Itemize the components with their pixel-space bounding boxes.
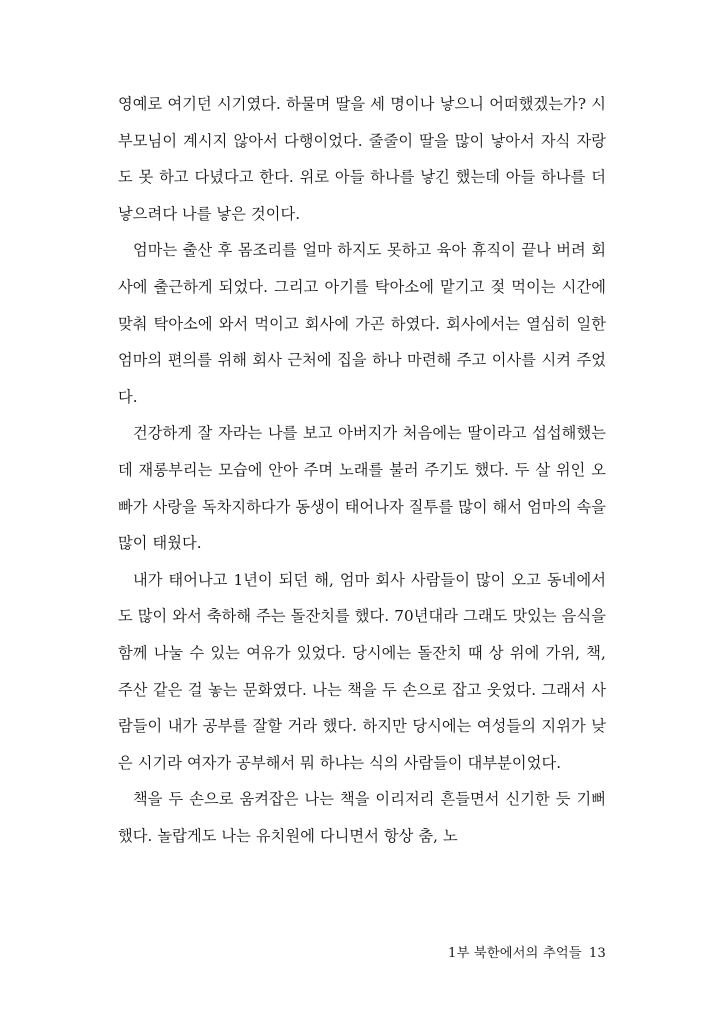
page-number: 13 (588, 946, 606, 961)
paragraph: 책을 두 손으로 움켜잡은 나는 책을 이리저리 흔들면서 신기한 듯 기뻐했다. 놀랍게도 나는 유치원에 다니면서 항상 춤, 노 (118, 790, 606, 845)
page-body-text (118, 86, 606, 854)
paragraph: 내가 태어나고 1년이 되던 해, 엄마 회사 사람들이 많이 오고 동네에서도 많이 와서 축하해 주는 돌잔치를 했다. 70년대라 그래도 맛있는 음식을 함께 나눌 수 있는 여유가 있었다. 당시에는 돌잔치 때 상 위에 가위, 책, 주산 같은 걸 놓는 문화였다. 나는 책을 두 손으로 잡고 웃었다. 그래서 사람들이 내가 공부를 잘할 거라 했다. 하지만 당시에는 여성들의 지위가 낮은 시기라 여자가 공부해서 뭐 하냐는 식의 사람들이 대부분이었다. (118, 570, 606, 772)
running-head: 1부 북한에서의 추억들 (447, 946, 582, 961)
page-footer (118, 944, 606, 964)
paragraph: 영예로 여기던 시기였다. 하물며 딸을 세 명이나 낳으니 어떠했겠는가? 시부모님이 계시지 않아서 다행이었다. 줄줄이 딸을 많이 낳아서 자식 자랑도 못 하고 다녔다고 한다. 위로 아들 하나를 낳긴 했는데 아들 하나를 더 낳으려다 나를 낳은 것이다. (118, 95, 606, 223)
paragraph: 건강하게 잘 자라는 나를 보고 아버지가 처음에는 딸이라고 섭섭해했는데 재롱부리는 모습에 안아 주며 노래를 불러 주기도 했다. 두 살 위인 오빠가 사랑을 독차지하다가 동생이 태어나자 질투를 많이 해서 엄마의 속을 많이 태웠다. (118, 424, 606, 553)
paragraph: 엄마는 출산 후 몸조리를 얼마 하지도 못하고 육아 휴직이 끝나 버려 회사에 출근하게 되었다. 그리고 아기를 탁아소에 맡기고 젖 먹이는 시간에 맞춰 탁아소에 와서 먹이고 회사에 가곤 하였다. 회사에서는 열심히 일한 엄마의 편의를 위해 회사 근처에 집을 하나 마련해 주고 이사를 시켜 주었다. (118, 241, 606, 406)
